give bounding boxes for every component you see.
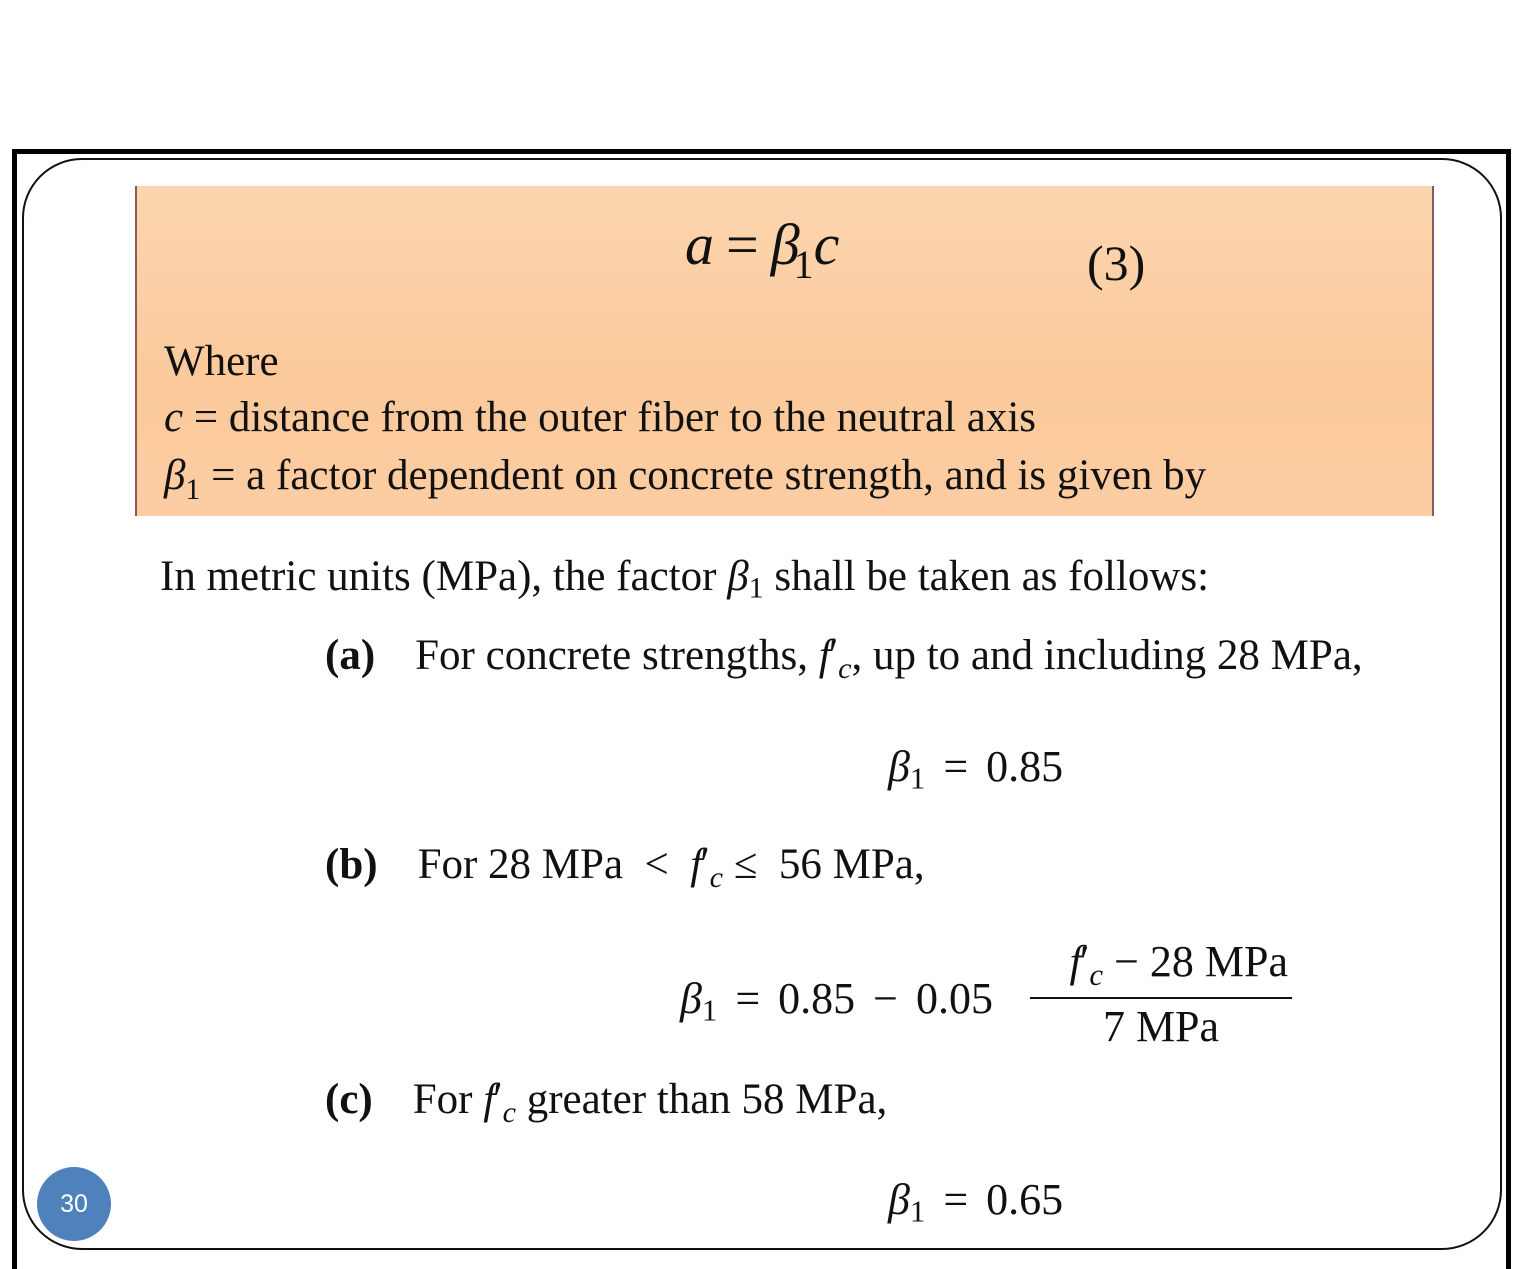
fc-prime: ′ [828,632,839,679]
eq-beta-sub: 1 [793,242,814,287]
eq-operator: = [726,212,759,277]
intro-sub: 1 [748,570,764,605]
case-text-before: For 28 MPa < [417,841,691,888]
case-b-fraction [1030,937,1292,1052]
main-equation [685,212,840,287]
fc-symbol: f [818,632,831,679]
case-c-formula [888,1175,1064,1229]
formula-minus: − [873,974,898,1023]
page-number-badge: 30 [37,1167,111,1241]
case-label: (b) [325,841,378,888]
case-a-formula [888,742,1064,796]
formula-sub: 1 [909,1194,926,1229]
fc-sub: c [838,651,852,686]
formula-lhs: β [888,742,910,791]
case-label: (c) [325,1076,373,1123]
case-text-after: , up to and including 28 MPa, [851,632,1363,679]
formula-rhs: 0.65 [986,1175,1064,1224]
fc-symbol: f [483,1076,496,1123]
case-c-text [325,1076,888,1130]
case-text-before: For concrete strengths, [415,632,819,679]
numerator-sub: c [1089,958,1104,993]
intro-text [160,555,1209,603]
fraction-numerator [1030,937,1292,999]
fc-sub: c [502,1095,516,1130]
fc-prime: ′ [493,1076,503,1123]
definition-symbol: c [164,394,184,441]
definition-beta1 [164,454,1206,505]
formula-coef: 0.05 [915,974,993,1023]
numerator-var: f [1069,937,1082,986]
formula-sub: 1 [909,761,926,796]
definition-text: = a factor dependent on concrete strength, and is given by [200,452,1207,499]
formula-op: = [943,742,969,791]
definition-sub: 1 [185,473,201,506]
formula-op: = [943,1175,969,1224]
intro-before: In metric units (MPa), the factor [160,553,728,600]
intro-after: shall be taken as follows: [763,553,1210,600]
case-text-after: ≤ 56 MPa, [723,841,925,888]
definition-symbol: β [164,452,186,499]
eq-beta: β [770,212,800,277]
formula-lhs: β [888,1175,910,1224]
intro-symbol: β [727,553,749,600]
eq-lhs: a [685,212,714,277]
formula-rhs: 0.85 [986,742,1064,791]
fraction-denominator: 7 MPa [1102,1002,1220,1052]
formula-lhs: β [680,974,702,1023]
numerator-prime: ′ [1079,937,1090,986]
equation-number: (3) [1087,235,1146,291]
formula-sub: 1 [701,993,718,1028]
case-text-after: greater than 58 MPa, [515,1076,888,1123]
case-b-text [325,841,925,895]
formula-op: = [735,974,761,1023]
case-b-formula [680,974,993,1028]
case-label: (a) [325,632,376,679]
fc-prime: ′ [700,841,710,888]
formula-term1: 0.85 [778,974,856,1023]
numerator-rest: − 28 MPa [1103,937,1288,986]
where-label: Where [164,338,279,385]
fc-sub: c [709,860,723,895]
case-a-text [325,632,1363,686]
definition-text: = distance from the outer fiber to the neutral axis [183,394,1036,441]
fc-symbol: f [690,841,703,888]
case-text-before: For [412,1076,484,1123]
eq-var: c [813,212,840,277]
definition-c [164,396,1036,439]
